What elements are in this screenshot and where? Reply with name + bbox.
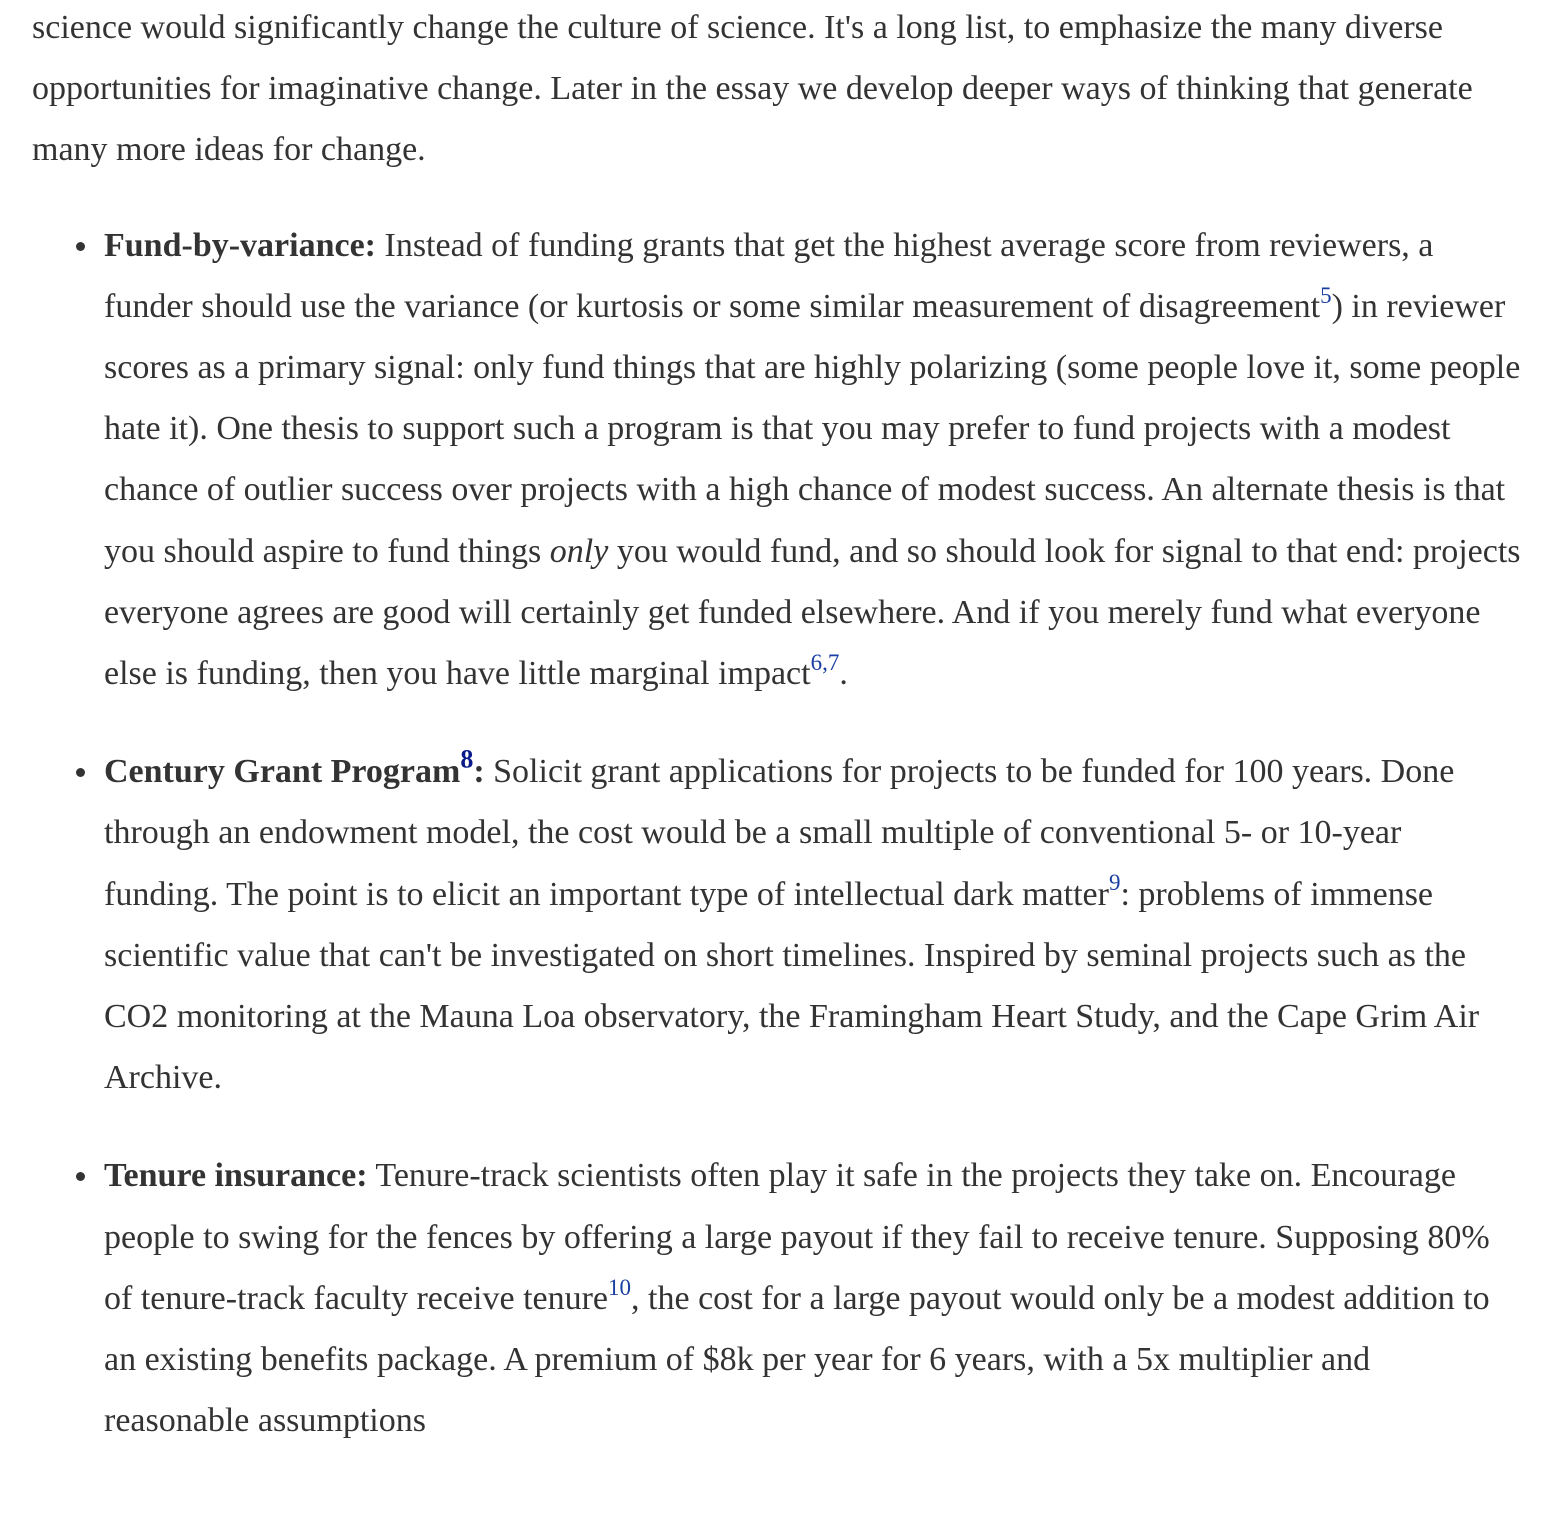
item-text: Tenure-track scientists often play it safe in the projects they take on. Encourage people to swing for the fences by offering a large payout if they fail to receive tenure. Supposing 80% of tenure-track faculty receive tenure <box>104 1157 1490 1317</box>
emphasis-only: only <box>549 532 609 570</box>
item-text: , the cost for a large payout would only be a modest addition to an existing benefits package. A premium of $8k per year for 6 years, with a 5x multiplier and reasonable assumptions <box>104 1279 1490 1440</box>
term-century-grant-program: Century Grant Program <box>104 753 461 791</box>
item-text: you would fund, and so should look for signal to that end: projects everyone agrees are good will certainly get funded elsewhere. And if you merely fund what everyone else is funding, then you have little marginal impact <box>104 532 1521 693</box>
footnote-link-10[interactable]: 10 <box>608 1274 632 1300</box>
item-text: ) in reviewer scores as a primary signal: only fund things that are highly polarizing (some people love it, some people hate it). One thesis to support such a program is that you may prefer to fund projects with a modest chance of outlier success over projects with a high chance of modest success. An alternate thesis is that you should aspire to fund things <box>104 287 1521 570</box>
item-text: : problems of immense scientific value that can't be investigated on short timelines. Inspired by seminal projects such as the CO2 monitoring at the Mauna Loa observatory, the Framingham Heart Study, and the Cape Grim Air Archive. <box>104 875 1480 1097</box>
item-text: . <box>839 655 848 693</box>
ideas-list <box>32 215 1522 1452</box>
intro-paragraph: science would significantly change the culture of science. It's a long list, to emphasize the many diverse opportunities for imaginative change. Later in the essay we develop deeper ways of thinking that generate many more ideas for change. <box>32 9 1473 169</box>
list-item-century-grant-program <box>104 741 1522 1108</box>
footnote-link-8[interactable]: 8 <box>460 744 474 774</box>
list-item-fund-by-variance <box>104 215 1522 705</box>
article-body <box>32 0 1522 1488</box>
footnote-link-6-7[interactable]: 6,7 <box>810 649 840 675</box>
footnote-link-9[interactable]: 9 <box>1108 870 1121 896</box>
term-fund-by-variance: Fund-by-variance: <box>104 226 376 264</box>
item-text: Solicit grant applications for projects to be funded for 100 years. Done through an endowment model, the cost would be a small multiple of conventional 5- or 10-year funding. The point is to elicit an important type of intellectual dark matter <box>104 753 1455 913</box>
term-colon: : <box>473 753 485 791</box>
item-text: Instead of funding grants that get the highest average score from reviewers, a funder should use the variance (or kurtosis or some similar measurement of disagreement <box>104 226 1434 325</box>
term-tenure-insurance: Tenure insurance: <box>104 1157 368 1195</box>
list-item-tenure-insurance <box>104 1145 1522 1451</box>
footnote-link-5[interactable]: 5 <box>1320 282 1332 308</box>
